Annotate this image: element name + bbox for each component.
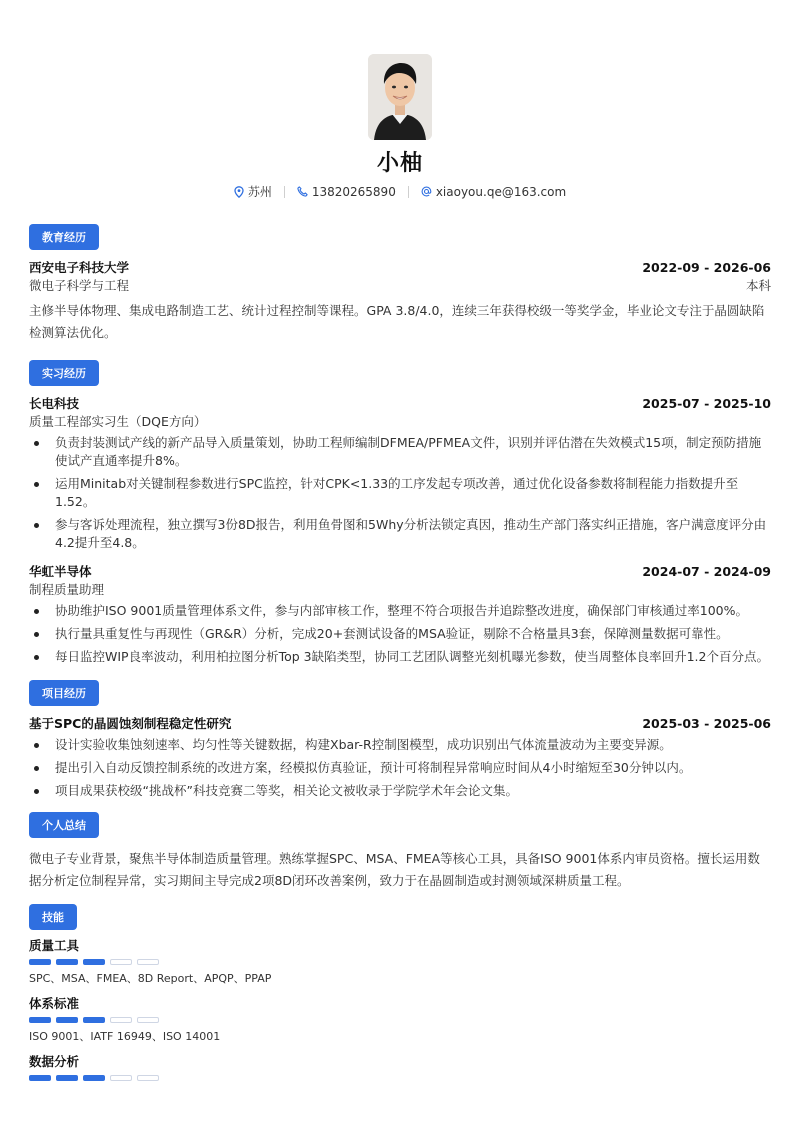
list-item: 参与客诉处理流程，独立撰写3份8D报告，利用鱼骨图和5Why分析法锁定真因，推动生产部门落实纠正措施，客户满意度评分由4.2提升至4.8。: [29, 516, 771, 552]
resume-header: [29, 0, 771, 200]
summary-section: [29, 812, 771, 892]
section-heading-internships: 实习经历: [29, 360, 99, 386]
list-item: 每日监控WIP良率波动，利用柏拉图分析Top 3缺陷类型，协同工艺团队调整光刻机曝光参数，使当周整体良率回升1.2个百分点。: [29, 648, 771, 666]
skill-level-empty: [137, 1075, 159, 1081]
list-item: 项目成果获校级“挑战杯”科技竞赛二等奖，相关论文被收录于学院学术年会论文集。: [29, 782, 771, 800]
project-period: 2025-03 - 2025-06: [642, 716, 771, 731]
skill-level-filled: [29, 1075, 51, 1081]
skill-level-filled: [29, 959, 51, 965]
skill-detail: SPC、MSA、FMEA、8D Report、APQP、PPAP: [29, 972, 272, 985]
education-period: 2022-09 - 2026-06: [642, 260, 771, 275]
education-entry: [29, 258, 771, 344]
contact-location: [222, 183, 284, 200]
project-name: 基于SPC的晶圆蚀刻制程稳定性研究: [29, 716, 232, 731]
skill-level-filled: [83, 1075, 105, 1081]
phone-icon: [297, 186, 308, 197]
degree: 本科: [745, 278, 771, 293]
skill-level-filled: [56, 1017, 78, 1023]
summary-text: 微电子专业背景，聚焦半导体制造质量管理。熟练掌握SPC、MSA、FMEA等核心工具，具备ISO 9001体系内审员资格。擅长运用数据分析定位制程异常，实习期间主导完成2项8D闭环改善案例，致力于在晶圆制造或封测领域深耕质量工程。: [29, 851, 760, 888]
internship-role: 质量工程部实习生（DQE方向）: [29, 414, 207, 429]
at-icon: [421, 186, 432, 197]
candidate-name: 小柚: [376, 151, 423, 176]
major: 微电子科学与工程: [29, 278, 130, 293]
skill-level-empty: [110, 1017, 132, 1023]
skill-item: [29, 994, 771, 1044]
avatar: [368, 54, 432, 140]
company-name: 长电科技: [29, 396, 80, 411]
skill-item: [29, 936, 771, 986]
project-bullets: [29, 736, 771, 800]
internship-bullets: [29, 434, 771, 552]
email-link[interactable]: xiaoyou.qe@163.com: [435, 184, 567, 199]
internship-bullets: [29, 602, 771, 666]
skill-name: 质量工具: [29, 938, 80, 953]
skill-item: [29, 1052, 771, 1081]
section-heading-summary: 个人总结: [29, 812, 99, 838]
skill-level-empty: [137, 959, 159, 965]
section-heading-education: 教育经历: [29, 224, 99, 250]
list-item: 运用Minitab对关键制程参数进行SPC监控，针对CPK<1.33的工序发起专项改善，通过优化设备参数将制程能力指数提升至1.52。: [29, 475, 771, 511]
project-entry: [29, 714, 771, 800]
location-pin-icon: [234, 186, 244, 198]
skill-level-bar: [29, 1075, 771, 1081]
school-name: 西安电子科技大学: [29, 260, 130, 275]
list-item: 设计实验收集蚀刻速率、均匀性等关键数据，构建Xbar-R控制图模型，成功识别出气体流量波动为主要变异源。: [29, 736, 771, 754]
skill-name: 体系标准: [29, 996, 80, 1011]
skill-level-bar: [29, 959, 771, 965]
internship-section: [29, 360, 771, 666]
internship-role: 制程质量助理: [29, 582, 105, 597]
section-heading-skills: 技能: [29, 904, 77, 930]
phone-text: 13820265890: [311, 184, 396, 199]
internship-period: 2024-07 - 2024-09: [642, 564, 771, 579]
contact-email: [409, 185, 578, 199]
company-name: 华虹半导体: [29, 564, 92, 579]
list-item: 提出引入自动反馈控制系统的改进方案，经模拟仿真验证，预计可将制程异常响应时间从4小时缩短至30分钟以内。: [29, 759, 771, 777]
project-section: [29, 680, 771, 800]
skills-section: [29, 904, 771, 1081]
education-description: 主修半导体物理、集成电路制造工艺、统计过程控制等课程。GPA 3.8/4.0，连续三年获得校级一等奖学金，毕业论文专注于晶圆缺陷检测算法优化。: [29, 303, 765, 340]
skill-level-empty: [110, 959, 132, 965]
section-heading-projects: 项目经历: [29, 680, 99, 706]
internship-entry: [29, 562, 771, 666]
contact-phone: [285, 185, 408, 199]
list-item: 负责封装测试产线的新产品导入质量策划，协助工程师编制DFMEA/PFMEA文件，识别并评估潜在失效模式15项，制定预防措施使试产直通率提升8%。: [29, 434, 771, 470]
skill-level-empty: [137, 1017, 159, 1023]
skill-level-filled: [56, 959, 78, 965]
skill-level-filled: [83, 959, 105, 965]
location-text: 苏州: [247, 185, 272, 199]
skill-detail: ISO 9001、IATF 16949、ISO 14001: [29, 1030, 221, 1043]
internship-entry: [29, 394, 771, 552]
contact-bar: [29, 183, 771, 200]
skill-level-filled: [29, 1017, 51, 1023]
education-section: [29, 224, 771, 344]
skill-level-empty: [110, 1075, 132, 1081]
list-item: 协助维护ISO 9001质量管理体系文件，参与内部审核工作，整理不符合项报告并追踪整改进度，确保部门审核通过率100%。: [29, 602, 771, 620]
skill-level-filled: [56, 1075, 78, 1081]
skill-level-filled: [83, 1017, 105, 1023]
skill-name: 数据分析: [29, 1054, 80, 1069]
internship-period: 2025-07 - 2025-10: [642, 396, 771, 411]
skill-level-bar: [29, 1017, 771, 1023]
list-item: 执行量具重复性与再现性（GR&R）分析，完成20+套测试设备的MSA验证，剔除不合格量具3套，保障测量数据可靠性。: [29, 625, 771, 643]
